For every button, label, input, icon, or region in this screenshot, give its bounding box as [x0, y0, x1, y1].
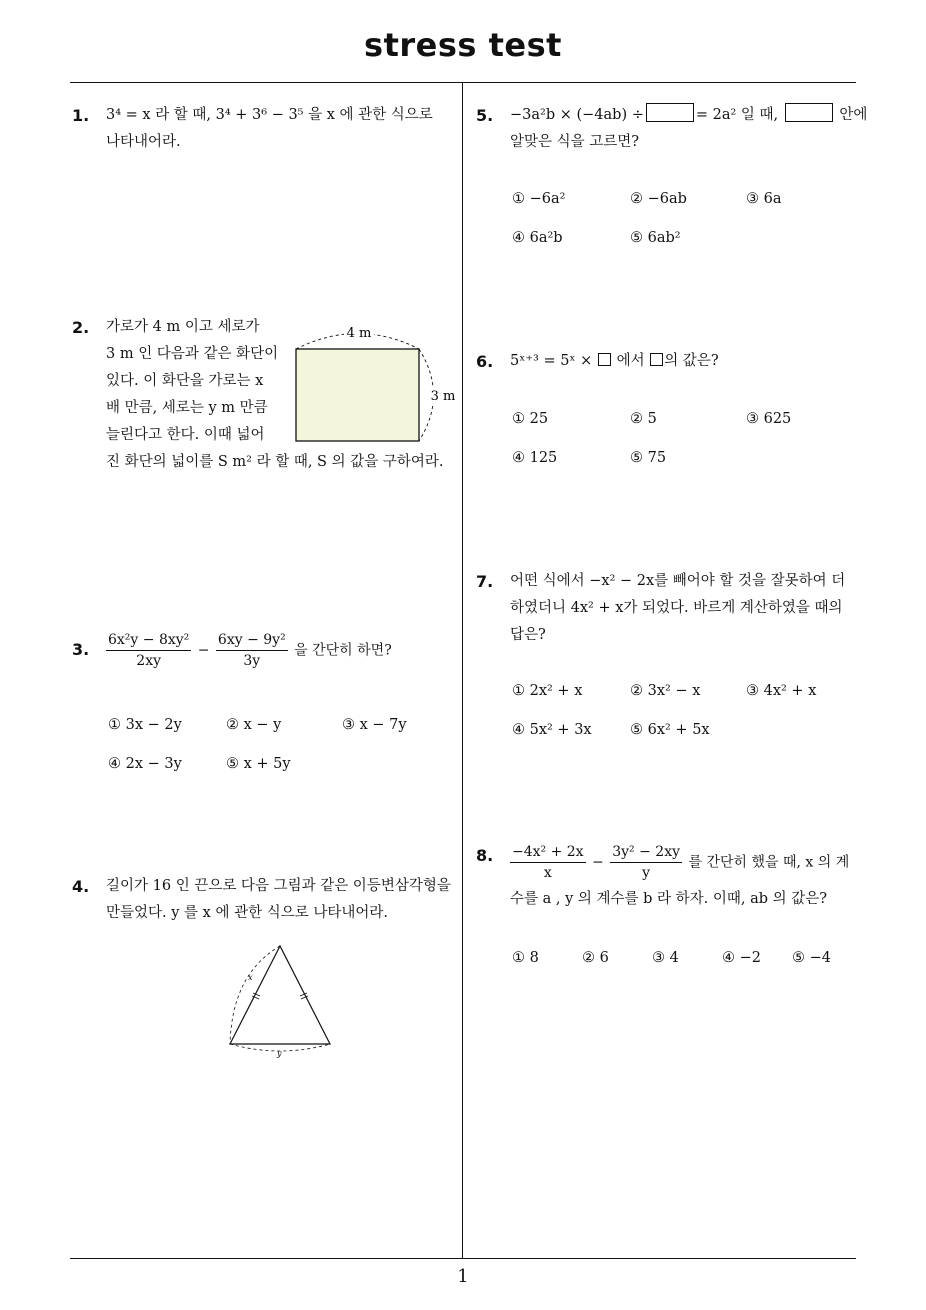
- question-text: 가로가 4 m 이고 세로가: [106, 319, 260, 335]
- choice-4[interactable]: ④ 5x² + 3x: [512, 722, 592, 738]
- fraction-numerator: 6xy − 9y²: [216, 630, 288, 651]
- fraction-numerator: 6x²y − 8xy²: [106, 630, 191, 651]
- choice-5[interactable]: ⑤ 6x² + 5x: [630, 722, 710, 738]
- question-number: 4.: [72, 877, 90, 896]
- blank-box: [785, 103, 833, 122]
- choice-4[interactable]: ④ 2x − 3y: [108, 756, 182, 772]
- question-text: 답은?: [510, 627, 546, 643]
- side-label: x: [248, 973, 253, 982]
- question-text: 진 화단의 넓이를 S m² 라 할 때, S 의 값을 구하여라.: [106, 454, 444, 470]
- choice-1[interactable]: ① 8: [512, 950, 539, 966]
- question-text: [510, 102, 867, 129]
- fraction-denominator: 3y: [243, 653, 261, 669]
- question-text: 나타내어라.: [106, 134, 181, 150]
- choice-2[interactable]: ② −6ab: [630, 191, 687, 207]
- base-label: y: [277, 1049, 282, 1058]
- blank-square: [650, 353, 663, 366]
- width-label: 4 m: [346, 326, 372, 341]
- question-text: 어떤 식에서 −x² − 2x를 빼어야 할 것을 잘못하여 더: [510, 573, 846, 589]
- flowerbed-rect: [296, 349, 419, 441]
- fraction-denominator: y: [642, 865, 651, 881]
- fraction-denominator: 2xy: [136, 653, 161, 669]
- question-8: [474, 842, 864, 982]
- choice-4[interactable]: ④ −2: [722, 950, 761, 966]
- column-divider: [462, 82, 463, 1259]
- expression: = 2a² 일 때,: [695, 107, 779, 123]
- question-6: [474, 348, 864, 478]
- expression: 에서: [616, 353, 645, 369]
- question-number: 8.: [476, 846, 494, 865]
- question-text: 하였더니 4x² + x가 되었다. 바르게 계산하였을 때의: [510, 600, 843, 616]
- choice-3[interactable]: ③ 625: [746, 411, 792, 427]
- fraction: [610, 842, 682, 883]
- question-text: 만들었다. y 를 x 에 관한 식으로 나타내어라.: [106, 905, 388, 921]
- expression: 의 값은?: [664, 353, 719, 369]
- choice-1[interactable]: ① 25: [512, 411, 549, 427]
- expression: −3a²b × (−4ab) ÷: [510, 107, 644, 123]
- fraction: [510, 842, 586, 883]
- choice-2[interactable]: ② x − y: [226, 717, 282, 733]
- question-number: 7.: [476, 572, 494, 591]
- height-label: 3 m: [430, 389, 456, 404]
- fraction: [216, 630, 288, 671]
- choice-3[interactable]: ③ 6a: [746, 191, 782, 207]
- question-text: 알맞은 식을 고르면?: [510, 134, 640, 150]
- choice-2[interactable]: ② 3x² − x: [630, 683, 701, 699]
- top-rule: [70, 82, 856, 83]
- question-text: 배 만큼, 세로는 y m 만큼: [106, 400, 268, 416]
- choice-1[interactable]: ① 3x − 2y: [108, 717, 182, 733]
- fraction-numerator: −4x² + 2x: [510, 842, 586, 863]
- flowerbed-diagram: [286, 318, 462, 450]
- question-expression: [508, 842, 849, 883]
- fraction-denominator: x: [543, 865, 552, 881]
- question-number: 5.: [476, 106, 494, 125]
- choice-1[interactable]: ① −6a²: [512, 191, 566, 207]
- question-7: [474, 568, 864, 748]
- fraction: [106, 630, 191, 671]
- choice-3[interactable]: ③ 4: [652, 950, 679, 966]
- choice-2[interactable]: ② 6: [582, 950, 609, 966]
- choice-5[interactable]: ⑤ −4: [792, 950, 831, 966]
- question-text: 있다. 이 화단을 가로는 x: [106, 373, 264, 389]
- choice-4[interactable]: ④ 125: [512, 450, 558, 466]
- question-expression: [104, 630, 392, 671]
- blank-box: [646, 103, 694, 122]
- page-number: 1: [457, 1266, 469, 1287]
- question-3: [70, 630, 458, 790]
- choice-4[interactable]: ④ 6a²b: [512, 230, 563, 246]
- question-number: 6.: [476, 352, 494, 371]
- fraction-numerator: 3y² − 2xy: [610, 842, 682, 863]
- choice-2[interactable]: ② 5: [630, 411, 657, 427]
- page-title: stress test: [364, 26, 562, 64]
- question-text: 를 간단히 했을 때, x 의 계: [688, 854, 850, 871]
- blank-square: [598, 353, 611, 366]
- choice-5[interactable]: ⑤ 75: [630, 450, 667, 466]
- question-number: 2.: [72, 318, 90, 337]
- isosceles-triangle-diagram: [222, 938, 342, 1062]
- choice-3[interactable]: ③ 4x² + x: [746, 683, 817, 699]
- question-text: 을 간단히 하면?: [294, 642, 392, 659]
- question-text: 3 m 인 다음과 같은 화단이: [106, 346, 279, 362]
- expression: 안에: [839, 107, 868, 123]
- question-text: [510, 348, 719, 375]
- choice-5[interactable]: ⑤ x + 5y: [226, 756, 291, 772]
- expression: 5ˣ⁺³ = 5ˣ ×: [510, 353, 593, 369]
- question-number: 1.: [72, 106, 90, 125]
- minus-sign: −: [592, 854, 604, 871]
- question-text: 늘린다고 한다. 이때 넓어: [106, 427, 265, 443]
- question-text: 수를 a , y 의 계수를 b 라 하자. 이때, ab 의 값은?: [510, 891, 828, 907]
- question-text: 길이가 16 인 끈으로 다음 그림과 같은 이등변삼각형을: [106, 878, 451, 894]
- question-number: 3.: [72, 640, 90, 659]
- minus-sign: −: [197, 642, 210, 659]
- triangle: [230, 946, 330, 1044]
- choice-3[interactable]: ③ x − 7y: [342, 717, 407, 733]
- question-5: [474, 102, 868, 262]
- choice-5[interactable]: ⑤ 6ab²: [630, 230, 681, 246]
- question-text: 3⁴ = x 라 할 때, 3⁴ + 3⁶ − 3⁵ 을 x 에 관한 식으로: [106, 107, 433, 123]
- bottom-rule: [70, 1258, 856, 1259]
- choice-1[interactable]: ① 2x² + x: [512, 683, 583, 699]
